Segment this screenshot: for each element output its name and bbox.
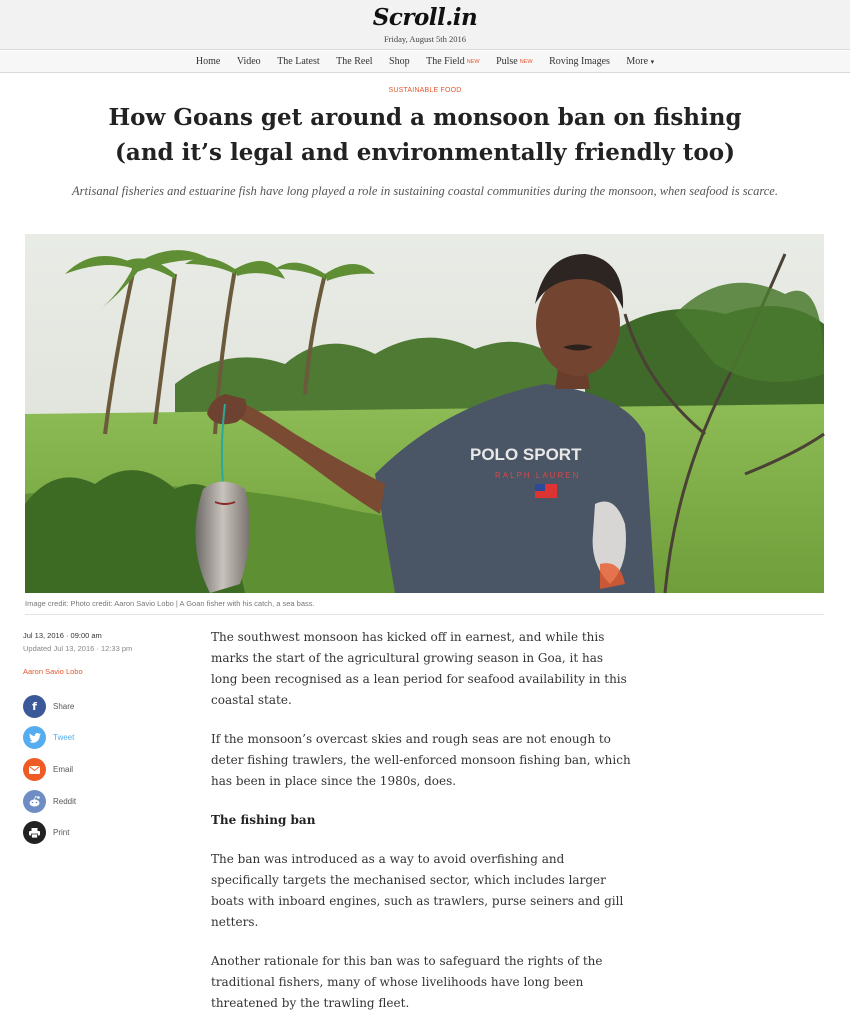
header-date: Friday, August 5th 2016 xyxy=(383,34,467,44)
email-icon xyxy=(23,758,46,781)
twitter-icon xyxy=(23,726,46,749)
published-date: Jul 13, 2016 · 09:00 am xyxy=(23,631,102,640)
share-facebook-button[interactable] xyxy=(23,695,74,718)
hero-photo-illustration xyxy=(25,234,824,593)
article-body xyxy=(211,627,631,1032)
nav-pulse[interactable] xyxy=(496,56,533,67)
reddit-icon xyxy=(23,790,46,813)
nav-video[interactable]: Video xyxy=(236,56,261,67)
new-badge: NEW xyxy=(519,59,533,65)
share-email-label: Email xyxy=(53,765,74,774)
nav-shop[interactable]: Shop xyxy=(389,56,410,67)
author-link[interactable]: Aaron Savio Lobo xyxy=(23,667,83,676)
share-email-button[interactable] xyxy=(23,758,73,781)
nav-pulse-label: Pulse xyxy=(496,56,518,67)
nav-more[interactable] xyxy=(626,56,654,67)
nav-home[interactable]: Home xyxy=(195,56,221,67)
main-navigation xyxy=(0,51,850,73)
article-headline: How Goans get around a monsoon ban on fishing (and it’s legal and environmentally friendly too) xyxy=(108,104,742,166)
site-logo[interactable]: Scroll.in xyxy=(372,4,478,31)
shirt-subtext: RALPH LAUREN xyxy=(495,471,581,480)
article-category[interactable]: SUSTAINABLE FOOD xyxy=(388,87,462,94)
new-badge: NEW xyxy=(466,59,480,65)
share-twitter-button[interactable] xyxy=(23,726,74,749)
share-reddit-label: Reddit xyxy=(53,797,77,806)
paragraph: If the monsoon’s overcast skies and rough seas are not enough to deter fishing trawlers, the well-enforced monsoon fishing ban, which has been in place since the 1980s, does. xyxy=(211,732,631,788)
nav-more-label: More xyxy=(626,56,649,67)
paragraph: Another rationale for this ban was to safeguard the rights of the traditional fishers, many of whose livelihoods have long been threatened by the trawling fleet. xyxy=(211,954,603,1010)
caret-down-icon: ▾ xyxy=(650,58,655,66)
print-button[interactable] xyxy=(23,821,69,844)
masthead xyxy=(0,0,850,50)
shirt-text: POLO SPORT xyxy=(470,445,582,464)
share-twitter-label: Tweet xyxy=(53,733,75,742)
share-reddit-button[interactable] xyxy=(23,790,76,813)
nav-roving-images[interactable]: Roving Images xyxy=(549,56,610,67)
updated-date: Updated Jul 13, 2016 · 12:33 pm xyxy=(23,644,133,653)
facebook-icon: f xyxy=(23,695,46,718)
print-label: Print xyxy=(53,828,70,837)
nav-the-reel[interactable]: The Reel xyxy=(336,56,373,67)
divider xyxy=(25,614,824,615)
nav-the-latest[interactable]: The Latest xyxy=(277,56,320,67)
nav-the-field[interactable] xyxy=(426,56,479,67)
hero-image xyxy=(25,234,824,593)
section-heading: The fishing ban xyxy=(211,813,316,827)
image-credit: Image credit: Photo credit: Aaron Savio Lobo | A Goan fisher with his catch, a sea bass. xyxy=(25,599,315,608)
share-facebook-label: Share xyxy=(53,702,75,711)
article-standfirst: Artisanal fisheries and estuarine fish have long played a role in sustaining coastal communities during the monsoon, when seafood is scarce. xyxy=(72,184,778,198)
fish-illustration xyxy=(195,482,250,594)
nav-the-field-label: The Field xyxy=(426,56,465,67)
paragraph: The ban was introduced as a way to avoid overfishing and specifically targets the mechanised sector, which includes larger boats with inboard engines, such as trawlers, purse seiners and gill netters. xyxy=(211,852,624,929)
print-icon xyxy=(23,821,46,844)
paragraph: The southwest monsoon has kicked off in earnest, and while this marks the start of the agricultural growing season in Goa, it has long been recognised as a lean period for seafood availability in this coastal state. xyxy=(211,630,627,707)
